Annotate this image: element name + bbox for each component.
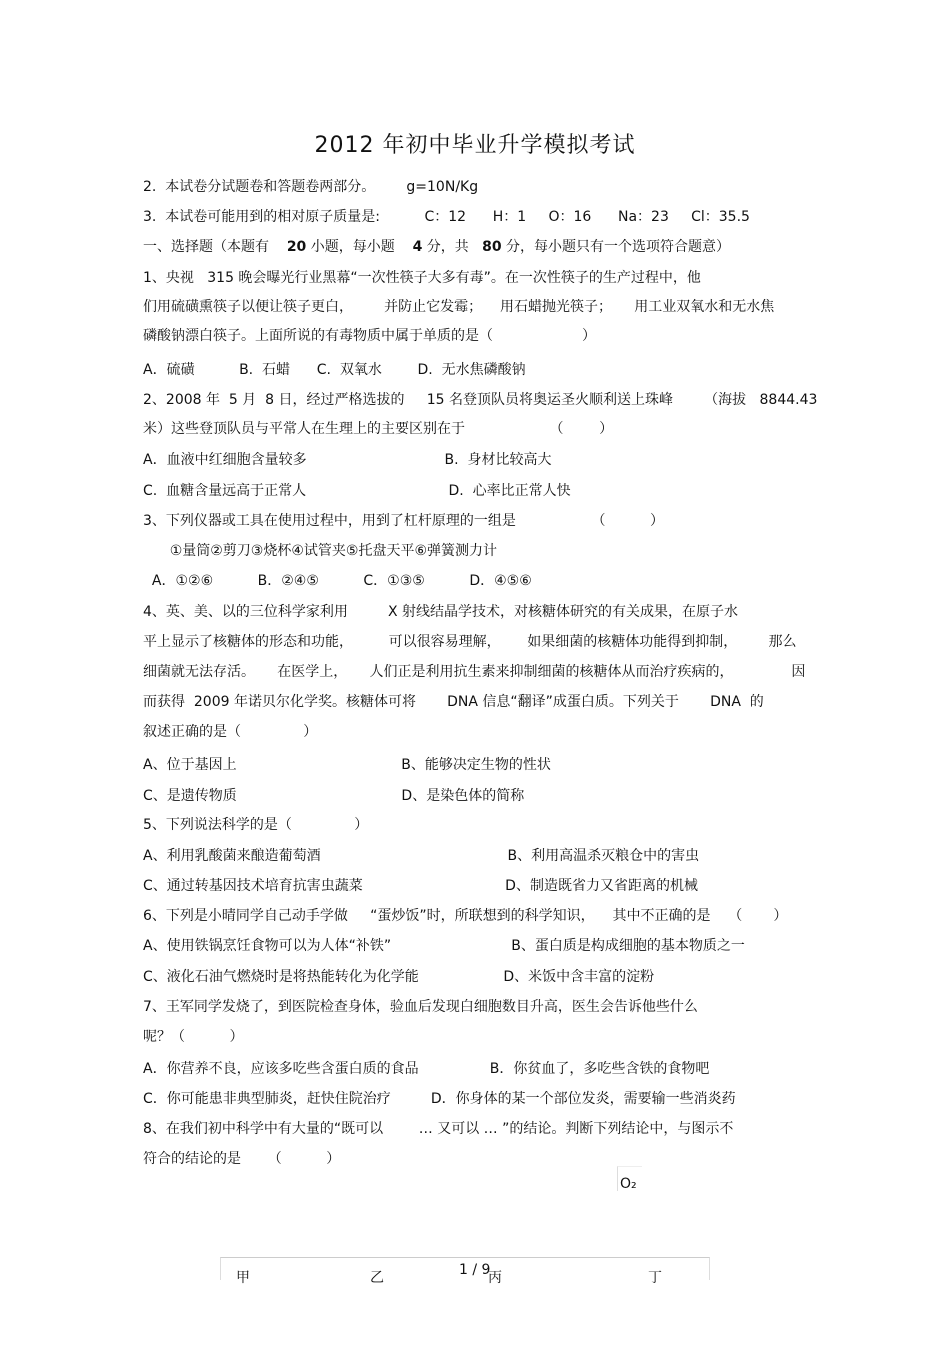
page-title: 2012 年初中毕业升学模拟考试 [314,133,636,158]
question-line: 7、王军同学发烧了，到医院检查身体，验血后发现白细胞数目升高，医生会告诉他些什么 [143,999,698,1015]
section-heading: 一、选择题（本题有 20 小题，每小题 4 分，共 80 分，每小题只有一个选项符合题意） [143,239,731,255]
question-line: 2、2008 年 5 月 8 日，经过严格选拔的 15 名登顶队员将奥运圣火顺利送上珠峰 （海拔 8844.43 [143,392,818,408]
option-line: C．你可能患非典型肺炎，赶快住院治疗 D．你身体的某一个部位发炎，需要输一些消炎药 [143,1091,736,1107]
question-line: 3、下列仪器或工具在使用过程中，用到了杠杆原理的一组是 （ ） [143,513,665,529]
option-line: A．①②⑥ B．②④⑤ C．①③⑤ D．④⑤⑥ [143,573,532,589]
option-line: C、是遗传物质 D、是染色体的简称 [143,788,525,804]
note-line: 3. 本试卷可能用到的相对原子质量是: C：12 H：1 O：16 Na：23 Cl：35.5 [143,209,750,225]
figure-label-ding: 丁 [648,1270,662,1286]
question-line: 平上显示了核糖体的形态和功能， 可以很容易理解， 如果细菌的核糖体功能得到抑制， 那么 [143,634,797,650]
question-line: 5、下列说法科学的是（ ） [143,817,369,833]
option-line: C、通过转基因技术培育抗害虫蔬菜 D、制造既省力又省距离的机械 [143,878,698,894]
question-line: 呢？（ ） [143,1029,244,1045]
question-line: 8、在我们初中科学中有大量的“既可以 … 又可以 … ”的结论。判断下列结论中，与图示不 [143,1121,734,1137]
option-line: A、利用乳酸菌来酿造葡萄酒 B、利用高温杀灭粮仓中的害虫 [143,848,700,864]
option-line: A．你营养不良，应该多吃些含蛋白质的食品 B．你贫血了，多吃些含铁的食物吧 [143,1061,710,1077]
question-line: 细菌就无法存活。 在医学上， 人们正是利用抗生素来抑制细菌的核糖体从而治疗疾病的， 因 [143,664,806,680]
question-line: 而获得 2009 年诺贝尔化学奖。核糖体可将 DNA 信息“翻译”成蛋白质。下列关于 DNA 的 [143,694,764,710]
figure-label-bing: 丙 [488,1270,502,1286]
figure-label-jia: 甲 [236,1270,250,1286]
question-line: 磷酸钠漂白筷子。上面所说的有毒物质中属于单质的是（ ） [143,328,597,344]
option-line: A、位于基因上 B、能够决定生物的性状 [143,757,551,773]
o2-label: O₂ [620,1176,637,1192]
option-line: A、使用铁锅烹饪食物可以为人体“补铁” B、蛋白质是构成细胞的基本物质之一 [143,938,745,954]
question-line: 1、央视 315 晚会曝光行业黑幕“一次性筷子大多有毒”。在一次性筷子的生产过程中，他 [143,270,701,286]
option-line: C. 血糖含量远高于正常人 D. 心率比正常人快 [143,483,571,499]
option-line: A．血液中红细胞含量较多 B. 身材比较高大 [143,452,552,468]
figure-label-yi: 乙 [370,1270,384,1286]
question-line: 4、英、美、以的三位科学家利用 X 射线结晶学技术，对核糖体研究的有关成果，在原子水 [143,604,738,620]
question-line: 们用硫磺熏筷子以便让筷子更白， 并防止它发霉； 用石蜡抛光筷子； 用工业双氧水和无水焦 [143,299,775,315]
option-line: A．硫磺 B. 石蜡 C. 双氧水 D. 无水焦磷酸钠 [143,362,526,378]
question-line: 符合的结论的是 （ ） [143,1151,341,1167]
note-line: 2. 本试卷分试题卷和答题卷两部分。 g=10N/Kg [143,179,479,195]
question-line: 叙述正确的是（ ） [143,724,318,740]
question-line: 米）这些登顶队员与平常人在生理上的主要区别在于 （ ） [143,421,614,437]
question-line: 6、下列是小晴同学自己动手学做 “蛋炒饭”时，所联想到的科学知识， 其中不正确的是 （ ） [143,908,788,924]
option-line: C、液化石油气燃烧时是将热能转化为化学能 D、米饭中含丰富的淀粉 [143,969,655,985]
page-number: 1 / 9 [459,1262,491,1278]
question-line: ①量筒②剪刀③烧杯④试管夹⑤托盘天平⑥弹簧测力计 [143,543,498,559]
